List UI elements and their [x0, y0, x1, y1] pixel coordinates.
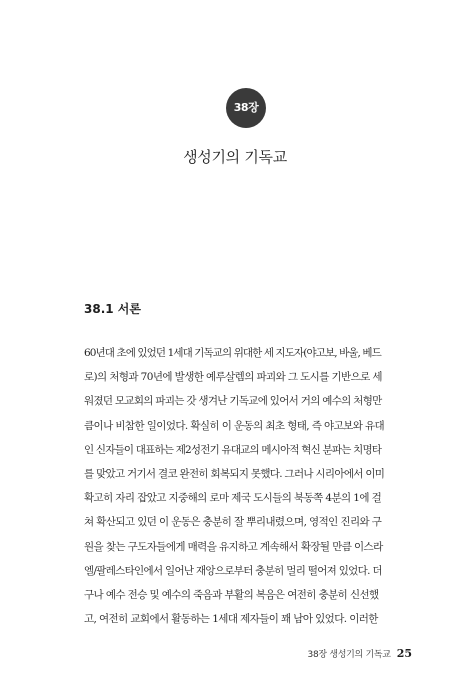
- body-line: 인 신자들이 대표하는 제2성전기 유대교의 메시아적 혁신 분파는 치명타: [84, 443, 382, 456]
- body-line: 를 맞았고 거기서 결코 완전히 회복되지 못했다. 그러나 시리아에서 이미: [84, 467, 385, 480]
- section-heading: 38.1 서론: [84, 302, 141, 316]
- running-head: 38장 생성기의 기독교: [307, 650, 391, 660]
- chapter-title: 생성기의 기독교: [183, 148, 287, 166]
- page-number: 25: [396, 647, 412, 660]
- body-line: 고, 여전히 교회에서 활동하는 1세대 제자들이 꽤 남아 있었다. 이러한: [84, 613, 378, 626]
- body-paragraph: [84, 341, 414, 631]
- body-line: 큼이나 비참한 일이었다. 확실히 이 운동의 최초 형태, 즉 야고보와 유대: [84, 419, 385, 432]
- body-line: 워졌던 모교회의 파괴는 갓 생겨난 기독교에 있어서 거의 예수의 처형만: [84, 395, 382, 408]
- page-footer: [308, 647, 412, 660]
- chapter-number-badge: 38장: [226, 88, 266, 128]
- body-line: 원을 찾는 구도자들에게 매력을 유지하고 계속해서 확장될 만큼 이스라: [84, 540, 383, 553]
- body-line: 60년대 초에 있었던 1세대 기독교의 위대한 세 지도자(야고보, 바울, 베드: [84, 347, 381, 359]
- body-line: 구나 예수 전승 및 예수의 죽음과 부활의 복음은 여전히 충분히 신선했: [84, 588, 379, 601]
- body-line: 쳐 확산되고 있던 이 운동은 충분히 잘 뿌리내렸으며, 영적인 진리와 구: [84, 516, 382, 529]
- body-line: 확고히 자리 잡았고 지중해의 로마 제국 도시들의 북동쪽 4분의 1에 걸: [84, 492, 382, 505]
- body-line: 엘/팔레스타인에서 일어난 재앙으로부터 충분히 멀리 떨어져 있었다. 더: [84, 564, 382, 577]
- body-line: 로)의 처형과 70년에 발생한 예루살렘의 파괴와 그 도시를 기반으로 세: [84, 371, 382, 384]
